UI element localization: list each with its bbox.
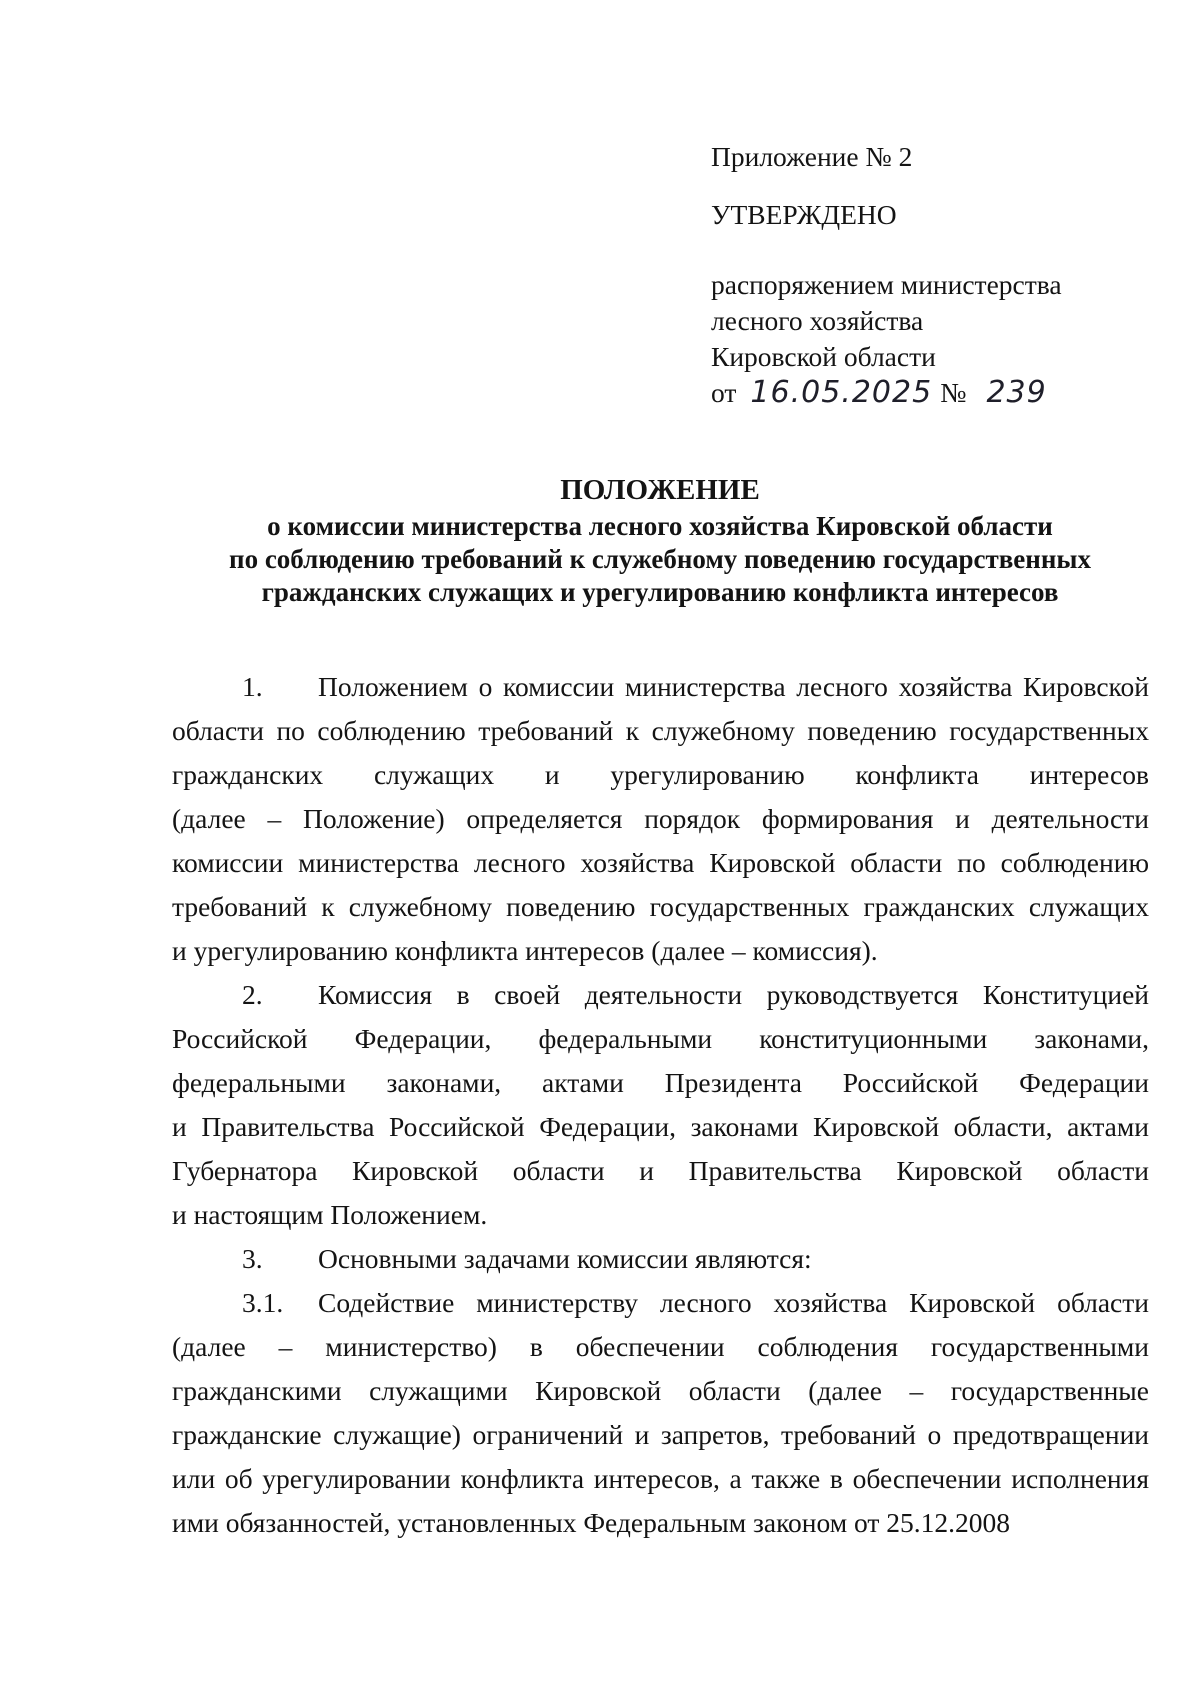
paragraph-line: и Правительства Российской Федерации, законами Кировской области, актами — [172, 1111, 1149, 1142]
paragraph-line: области по соблюдению требований к служебному поведению государственных — [172, 715, 1149, 746]
paragraph — [172, 1237, 1149, 1281]
paragraph — [172, 1281, 1149, 1545]
paragraph-line: или об урегулировании конфликта интересов, а также в обеспечении исполнения — [172, 1463, 1149, 1494]
paragraph-line: комиссии министерства лесного хозяйства Кировской области по соблюдению — [172, 847, 1149, 878]
title-subtitle-line: гражданских служащих и урегулированию конфликта интересов — [261, 577, 1059, 607]
order-date-number-line — [711, 375, 1151, 411]
paragraph-text: Содействие министерству лесного хозяйства Кировской области — [318, 1287, 1149, 1318]
approval-basis — [711, 267, 1151, 411]
paragraph-line — [172, 973, 1149, 1017]
paragraph-number: 3. — [242, 1243, 263, 1274]
paragraph — [172, 665, 1149, 973]
paragraph-number: 3.1. — [242, 1287, 284, 1318]
document-body — [172, 665, 1149, 1545]
title-subtitle-line: о комиссии министерства лесного хозяйства Кировской области — [267, 511, 1053, 541]
paragraph-number: 1. — [242, 671, 263, 702]
paragraph-line: (далее – Положение) определяется порядок формирования и деятельности — [172, 803, 1149, 834]
number-label: № — [940, 377, 967, 408]
paragraph-text: Основными задачами комиссии являются: — [318, 1243, 812, 1274]
basis-line: лесного хозяйства — [711, 305, 924, 336]
paragraph-line: (далее – министерство) в обеспечении соблюдения государственными — [172, 1331, 1149, 1362]
annex-label: Приложение № 2 — [711, 141, 913, 172]
from-label: от — [711, 377, 737, 408]
paragraph-line — [172, 665, 1149, 709]
paragraph-text: Комиссия в своей деятельности руководствуется Конституцией — [318, 979, 1149, 1010]
document-title — [120, 474, 1200, 609]
paragraph-line: требований к служебному поведению государственных гражданских служащих — [172, 891, 1149, 922]
paragraph-line: федеральными законами, актами Президента Российской Федерации — [172, 1067, 1149, 1098]
paragraph-line: гражданских служащих и урегулированию конфликта интересов — [172, 759, 1149, 790]
paragraph-line: и урегулированию конфликта интересов (далее – комиссия). — [172, 935, 878, 966]
paragraph-number: 2. — [242, 979, 263, 1010]
paragraph-text: Положением о комиссии министерства лесного хозяйства Кировской — [318, 671, 1149, 702]
paragraph-line: Российской Федерации, федеральными конституционными законами, — [172, 1023, 1149, 1054]
paragraph-line — [172, 1237, 1149, 1281]
paragraph-line: гражданскими служащими Кировской области (далее – государственные — [172, 1375, 1149, 1406]
paragraph-line: ими обязанностей, установленных Федеральным законом от 25.12.2008 — [172, 1507, 1011, 1538]
basis-line: распоряжением министерства — [711, 269, 1062, 300]
approval-block — [711, 139, 1151, 411]
handwritten-number: 239 — [986, 375, 1047, 410]
paragraph — [172, 973, 1149, 1237]
paragraph-line: Губернатора Кировской области и Правительства Кировской области — [172, 1155, 1149, 1186]
paragraph-line: гражданские служащие) ограничений и запретов, требований о предотвращении — [172, 1419, 1149, 1450]
approved-stamp-text: УТВЕРЖДЕНО — [711, 199, 897, 230]
paragraph-line — [172, 1281, 1149, 1325]
title-subtitle-line: по соблюдению требований к служебному поведению государственных — [229, 544, 1091, 574]
basis-line: Кировской области — [711, 341, 936, 372]
title-main: ПОЛОЖЕНИЕ — [560, 474, 760, 506]
paragraph-line: и настоящим Положением. — [172, 1199, 488, 1230]
handwritten-date: 16.05.2025 — [750, 375, 933, 410]
